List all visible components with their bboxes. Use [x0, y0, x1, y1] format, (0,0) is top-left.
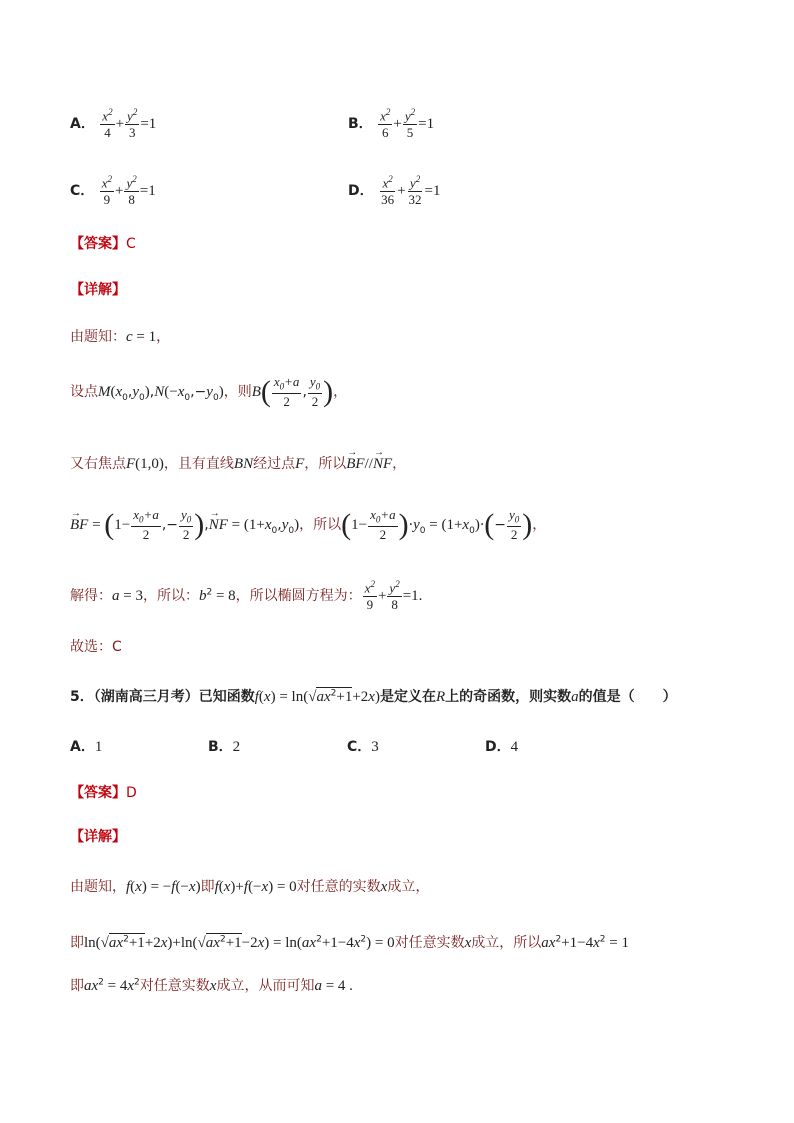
q4-solution-line-4: → BF = (1− $\frac{x_0+a}{2}$ ,− $\frac{y_0}{2}$ ),→ NF = $(1+x_0,y_0)$，所以(1− $\frac{x_0+a}{2}$ )$\cdot y_0 = (1+x_0)\cdot(-$ $\frac{y_0}{2}$ )， [70, 508, 546, 542]
q4-choose: 故选：C [70, 639, 122, 655]
q5-solution-line-3: 即$ax^2 = 4x^2$对任意实数x成立，从而可知a = 4 . [70, 977, 353, 994]
q4-answer: 【答案】C [70, 236, 136, 252]
q4-solution-line-1: 由题知：c = 1， [70, 329, 171, 345]
q5-solution-line-1: 由题知，f(x) = −f(−x)即f(x)+f(−x) = 0对任意的实数x成立， [70, 879, 430, 895]
q4-option-c: C． $\frac{x^2}{9}$ + $\frac{y^2}{8}$ =1 [70, 174, 156, 207]
q5-solution-line-2: 即$\ln(√ax^2+1+2x)+\ln(√ax^2+1-2x) = \ln(ax^2+1-4x^2) = 0$对任意实数x成立，所以$ax^2+1-4x^2 = 1$ [70, 934, 629, 951]
q5-option-b: B．2 [208, 739, 241, 755]
q4-option-d: D． $\frac{x^2}{36}$ + $\frac{y^2}{32}$ =1 [348, 174, 441, 207]
q5-option-d: D．4 [485, 739, 519, 755]
q5-detail-heading: 【详解】 [70, 829, 126, 845]
q4-option-a: A． $\frac{x^2}{4}$ + $\frac{y^2}{3}$ =1 [70, 107, 157, 140]
q5-option-a: A．1 [70, 739, 103, 755]
q4-option-b: B． $\frac{x^2}{6}$ + $\frac{y^2}{5}$ =1 [348, 107, 435, 140]
q5-option-c: C．3 [347, 739, 379, 755]
q5-answer: 【答案】D [70, 785, 137, 801]
q4-solution-line-5: 解得：a = 3，所以：$b^2 = 8$，所以椭圆方程为： $\frac{x^2}{9}$ + $\frac{y^2}{8}$ =1. [70, 579, 423, 612]
q5-stem: 5．（湖南高三月考）已知函数$f(x) = \ln(√ax^2+1+2x)$是定义在R上的奇函数，则实数a的值是（ ） [70, 688, 677, 705]
q4-detail-heading: 【详解】 [70, 282, 126, 298]
q4-solution-line-2: 设点$M(x_0,y_0),N(-x_0,-y_0)$，则B( $\frac{x_0+a}{2}$ , $\frac{y_0}{2}$ )， [70, 374, 348, 410]
q4-solution-line-3: 又右焦点F(1,0)，且有直线BN经过点F，所以→ BF//→ NF， [70, 453, 406, 473]
